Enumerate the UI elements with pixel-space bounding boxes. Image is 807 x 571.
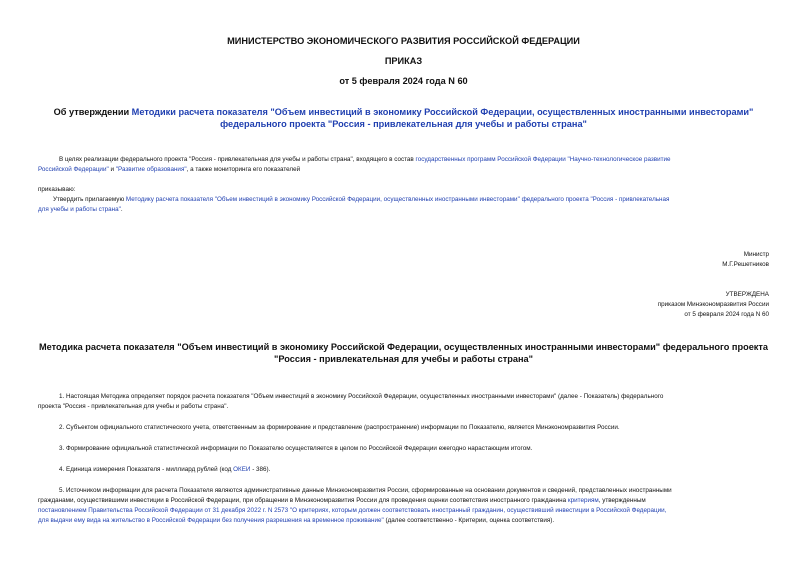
point-2: 2. Субъектом официального статистического учета, ответственным за формирование и представление (распространение) информации по Показателю, является Минэкономразвития России. [59,424,620,431]
point-5-line-4-text: (далее соответственно - Критерии, оценка соответствия). [383,517,555,524]
preamble-paragraph [38,155,770,175]
approval-date: от 5 февраля 2024 года N 60 [684,311,769,318]
approved-methodology-link-cont[interactable]: для учебы и работы страна" [38,206,121,213]
state-program-science-link-cont[interactable]: Российской Федерации" [38,166,109,173]
criteria-link[interactable]: критериям [567,497,599,504]
state-program-science-link[interactable]: государственных программ Российской Федерации "Научно-технологическое развитие [415,156,671,163]
preamble-text-2: и [108,166,116,173]
point-1 [38,392,770,412]
point-5 [38,486,770,526]
preamble-text-3: , а также мониторинга его показателей [186,166,301,173]
point-3: 3. Формирование официальной статистической информации по Показателю осуществляется в целом по Российской Федерации ежегодно нарастающим итогом. [59,445,533,452]
point-5-line-2-text-2: , утвержденным [598,497,646,504]
methodology-title [0,341,807,365]
order-paragraph [38,195,770,215]
methodology-title-line-1: Методика расчета показателя "Объем инвестиций в экономику Российской Федерации, осуществленных иностранными инвесторами" федерального проекта [38,342,769,352]
preamble-text-1: В целях реализации федерального проекта "Россия - привлекательная для учебы и работы страна", входящего в состав [59,156,416,163]
approved-methodology-link[interactable]: Методику расчета показателя "Объем инвестиций в экономику Российской Федерации, осуществленных иностранными инвесторами" федерального проекта "Россия - привлекательная [125,196,670,203]
methodology-title-line-2: "Россия - привлекательная для учебы и работы страна" [274,354,533,364]
approval-stamp: УТВЕРЖДЕНА [725,291,769,298]
government-decree-link[interactable]: постановлением Правительства Российской Федерации от 31 декабря 2022 г. N 2573 "О критериях, которым должен соответствовать иностранный гражданин, осуществивший инвестиции в Российской Федерации, [38,507,667,514]
point-5-line-2-text: гражданами, осуществившими инвестиции в Российской Федерации, при обращении в Минэкономразвития России для проведения оценки соответствия иностранного гражданина [38,497,568,504]
order-word: приказываю: [38,186,76,193]
signature-name: М.Г.Решетников [722,261,769,268]
ministry-heading: МИНИСТЕРСТВО ЭКОНОМИЧЕСКОГО РАЗВИТИЯ РОССИЙСКОЙ ФЕДЕРАЦИИ [227,36,580,46]
document-title [0,106,807,130]
point-1-line-1: 1. Настоящая Методика определяет порядок расчета показателя "Объем инвестиций в экономику Российской Федерации, осуществленных иностранными инвесторами" (далее - Показатель) федерального [59,393,664,400]
document-date: от 5 февраля 2024 года N 60 [339,76,468,86]
title-methodology-link[interactable]: Методики расчета показателя "Объем инвестиций в экономику Российской Федерации, осуществленных иностранными инвесторами" [131,107,754,117]
order-text-2: . [120,206,123,213]
approval-by: приказом Минэкономразвития России [657,301,769,308]
point-4-text-2: - 386). [250,466,271,473]
point-1-line-2: проекта "Россия - привлекательная для учебы и работы страна". [38,403,229,410]
title-methodology-link-cont[interactable]: федерального проекта "Россия - привлекательная для учебы и работы страна" [220,119,587,129]
okei-link[interactable]: ОКЕИ [233,466,251,473]
point-4 [59,465,770,475]
state-program-education-link[interactable]: "Развитие образования" [115,166,187,173]
title-prefix: Об утверждении [53,107,132,117]
document-type: ПРИКАЗ [384,56,423,66]
government-decree-link-cont[interactable]: для выдачи ему вида на жительство в Российской Федерации без получения разрешения на временное проживание" [38,517,384,524]
point-5-line-1: 5. Источником информации для расчета Показателя являются административные данные Минэкономразвития России, сформированные на основании документов и сведений, представленных иностранными [59,487,672,494]
point-4-text-1: 4. Единица измерения Показателя - миллиард рублей (код [59,466,234,473]
signature-position: Министр [743,251,769,258]
order-text-1: Утвердить прилагаемую [53,196,126,203]
